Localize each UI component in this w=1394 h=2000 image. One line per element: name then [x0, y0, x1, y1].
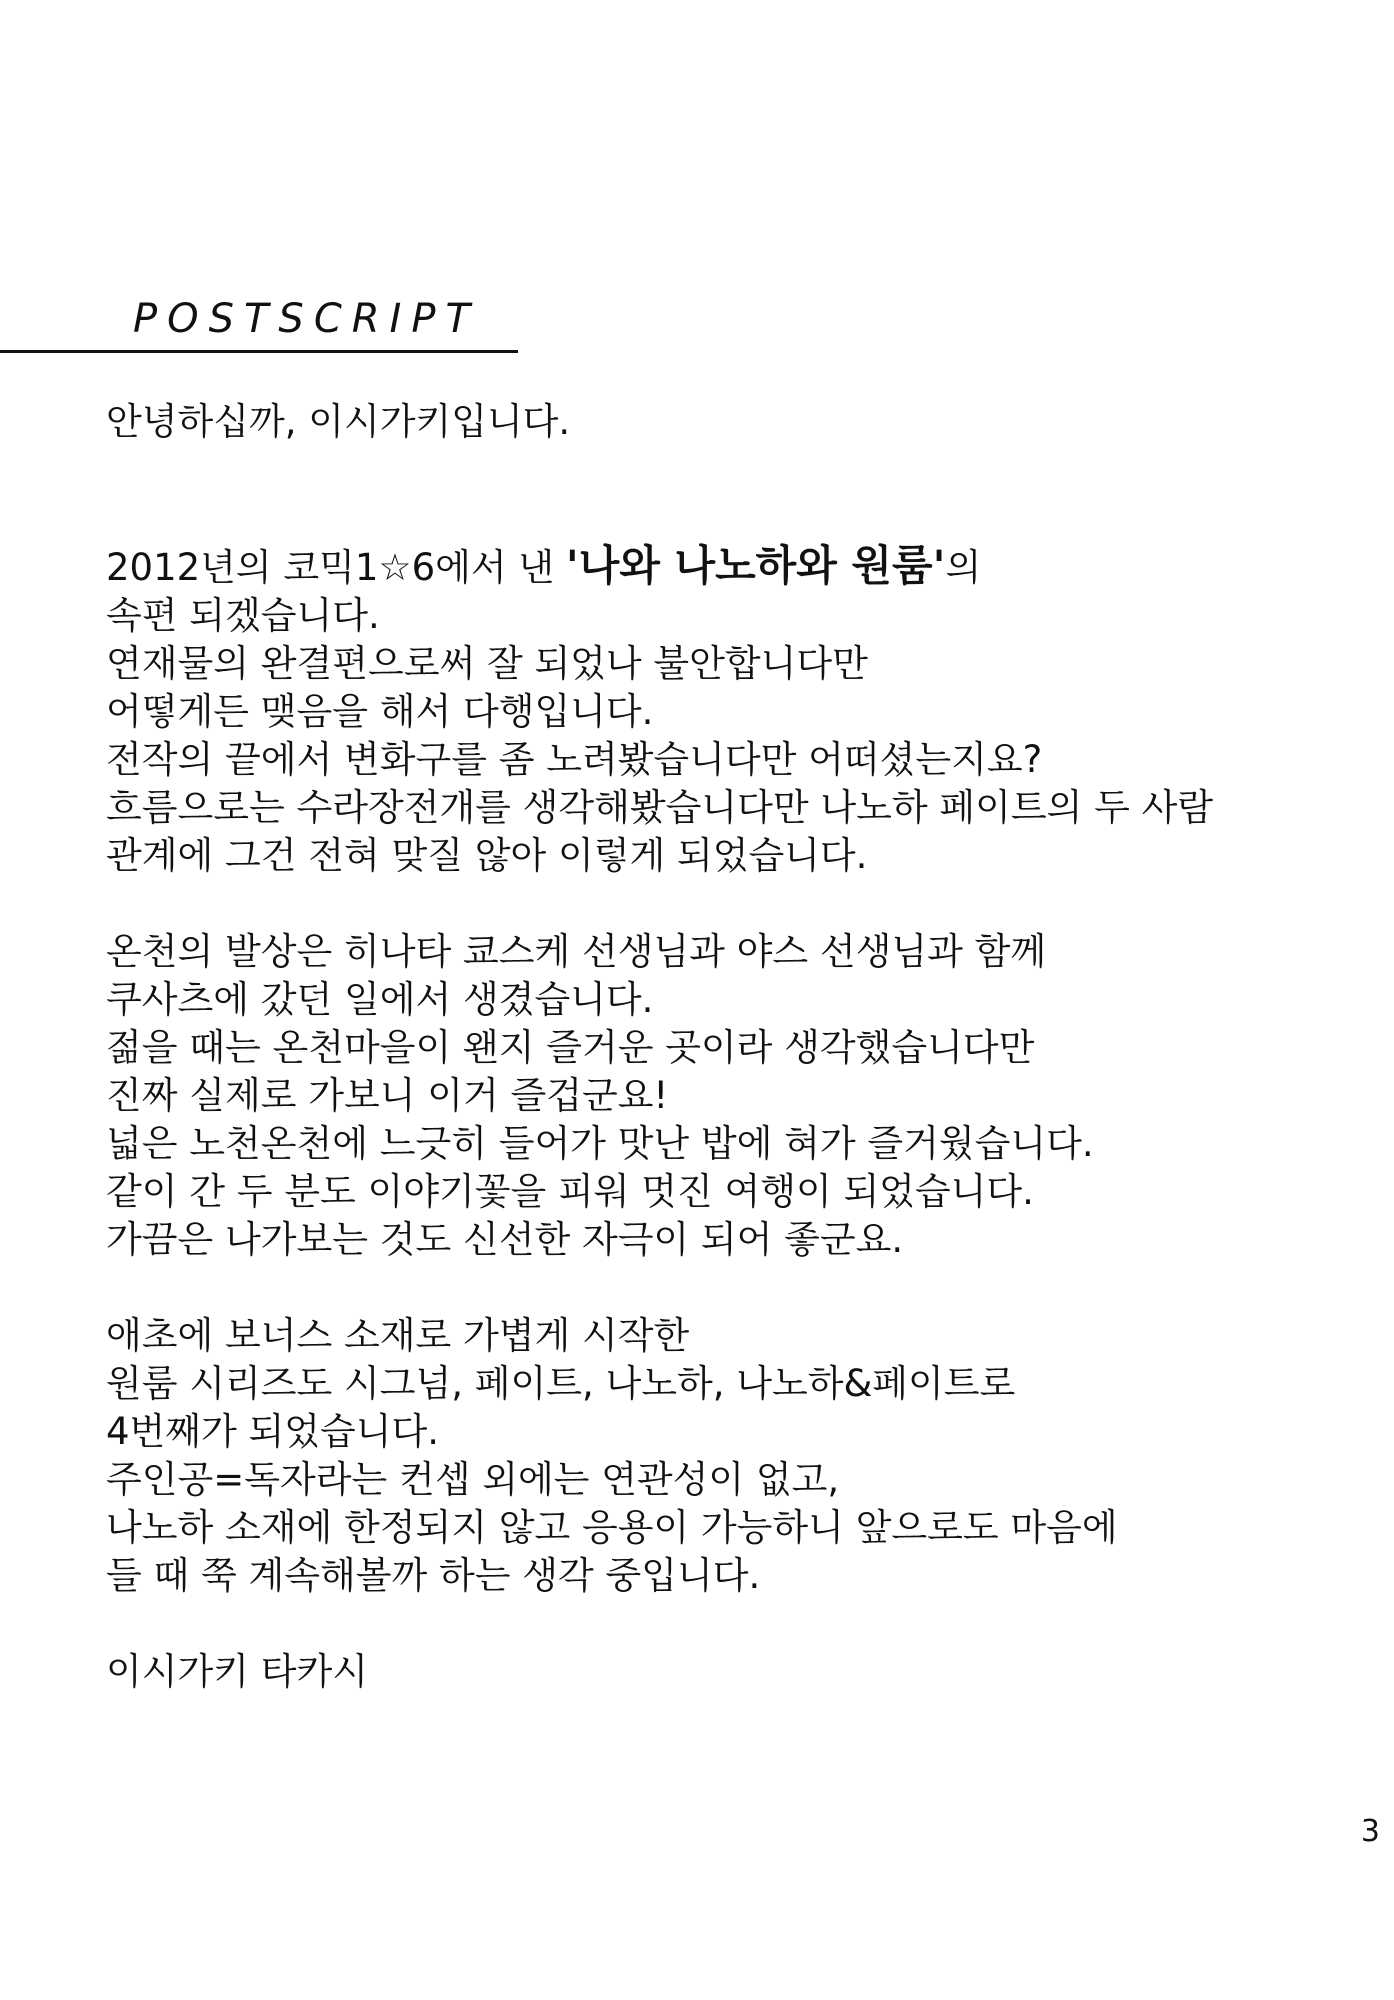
paragraph-line: 나노하 소재에 한정되지 않고 응용이 가능하니 앞으로도 마음에 [106, 1506, 1118, 1549]
paragraph-line: 전작의 끝에서 변화구를 좀 노려봤습니다만 어떠셨는지요? [106, 738, 1043, 781]
paragraph-spacer [106, 1600, 1336, 1648]
postscript-heading: POSTSCRIPT [133, 296, 480, 342]
paragraph-line: 관계에 그건 전혀 맞질 않아 이렇게 되었습니다. [106, 834, 868, 877]
paragraph-line: 원룸 시리즈도 시그넘, 페이트, 나노하, 나노하&페이트로 [106, 1362, 1016, 1405]
paragraph-line: 어떻게든 맺음을 해서 다행입니다. [106, 690, 654, 733]
author-signature: 이시가키 타카시 [106, 1650, 368, 1693]
paragraph-line: 연재물의 완결편으로써 잘 되었나 불안합니다만 [106, 642, 868, 685]
paragraph-spacer [106, 880, 1336, 928]
paragraph-line [106, 542, 1336, 592]
signature-paragraph [106, 1648, 1336, 1696]
paragraph-line: 젊을 때는 온천마을이 왠지 즐거운 곳이라 생각했습니다만 [106, 1026, 1035, 1069]
paragraph-line: 흐름으로는 수라장전개를 생각해봤습니다만 나노하 페이트의 두 사람 [106, 786, 1214, 829]
line-prefix: 2012년의 코믹1☆6에서 낸 [106, 546, 566, 589]
paragraph-series [106, 1312, 1336, 1600]
paragraph-line: 애초에 보너스 소재로 가볍게 시작한 [106, 1314, 690, 1357]
greeting-line: 안녕하십까, 이시가키입니다. [106, 400, 571, 443]
paragraph-line: 주인공=독자라는 컨셉 외에는 연관성이 없고, [106, 1458, 840, 1501]
greeting-paragraph [106, 398, 1336, 446]
paragraph-spacer [106, 1264, 1336, 1312]
line-suffix: 의 [945, 546, 982, 589]
page-number: 3 [1360, 1814, 1380, 1849]
paragraph-spacer [106, 446, 1336, 542]
work-title: '나와 나노하와 원룸' [565, 541, 946, 590]
paragraph-line: 쿠사츠에 갔던 일에서 생겼습니다. [106, 978, 654, 1021]
paragraph-sequel [106, 542, 1336, 880]
paragraph-line: 속편 되겠습니다. [106, 594, 380, 637]
paragraph-line: 가끔은 나가보는 것도 신선한 자극이 되어 좋군요. [106, 1218, 904, 1261]
paragraph-line: 4번째가 되었습니다. [106, 1410, 439, 1453]
postscript-body [106, 398, 1336, 1696]
paragraph-line: 진짜 실제로 가보니 이거 즐겁군요! [106, 1074, 669, 1117]
paragraph-line: 넓은 노천온천에 느긋히 들어가 맛난 밥에 혀가 즐거웠습니다. [106, 1122, 1094, 1165]
paragraph-line: 들 때 쭉 계속해볼까 하는 생각 중입니다. [106, 1554, 761, 1597]
paragraph-hot-spring [106, 928, 1336, 1264]
heading-underline [0, 350, 518, 353]
paragraph-line: 같이 간 두 분도 이야기꽃을 피워 멋진 여행이 되었습니다. [106, 1170, 1034, 1213]
paragraph-line: 온천의 발상은 히나타 쿄스케 선생님과 야스 선생님과 함께 [106, 930, 1047, 973]
